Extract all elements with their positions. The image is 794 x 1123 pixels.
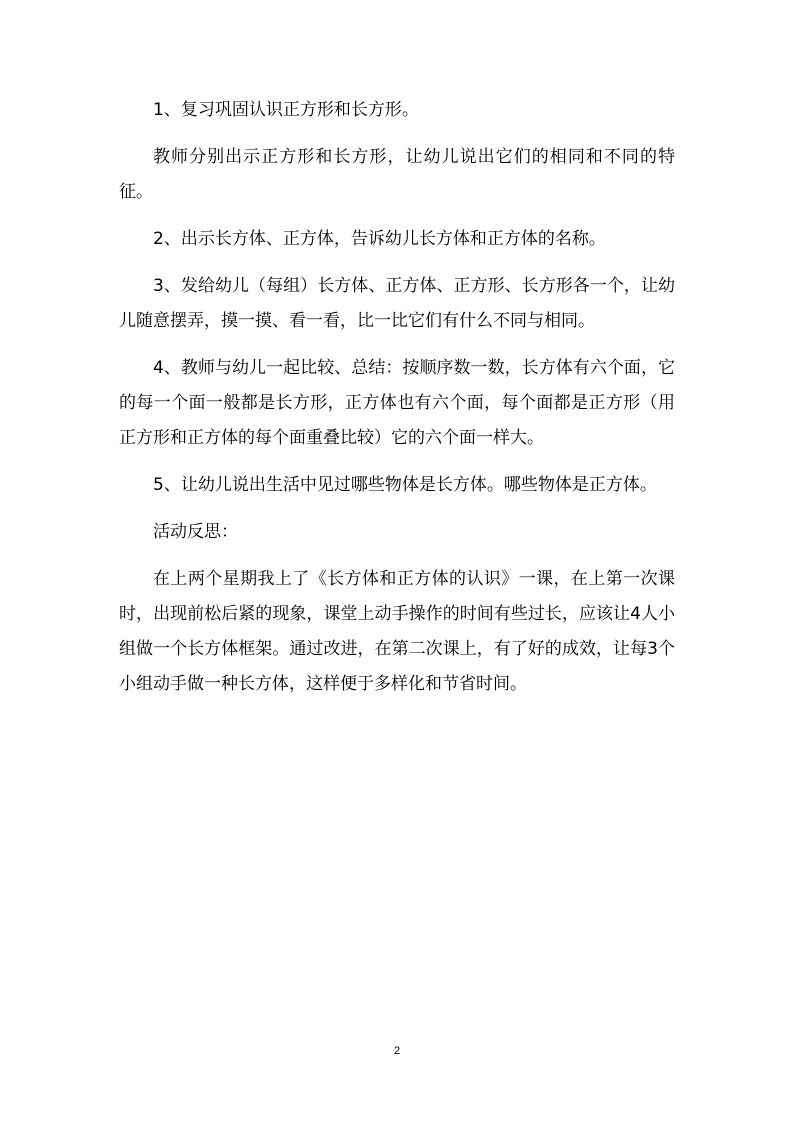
paragraph-step-4: 4、教师与幼儿一起比较、总结：按顺序数一数，长方体有六个面，它的每一个面一般都是长方形，正方体也有六个面，每个面都是正方形（用正方形和正方体的每个面重叠比较）它的六个面一样大。 <box>119 358 675 448</box>
paragraph-step-1-detail: 教师分别出示正方形和长方形，让幼儿说出它们的相同和不同的特征。 <box>119 147 675 202</box>
page-number: 2 <box>393 1045 401 1057</box>
paragraph-step-5: 5、让幼儿说出生活中见过哪些物体是长方体。哪些物体是正方体。 <box>153 475 657 495</box>
section-heading-reflection: 活动反思： <box>153 522 238 542</box>
paragraph-reflection: 在上两个星期我上了《长方体和正方体的认识》一课，在上第一次课时，出现前松后紧的现象，课堂上动手操作的时间有些过长，应该让4人小组做一个长方体框架。通过改进，在第二次课上，有了好的成效，让每3个小组动手做一种长方体，这样便于多样化和节省时间。 <box>119 569 675 694</box>
paragraph-step-3: 3、发给幼儿（每组）长方体、正方体、正方形、长方形各一个，让幼儿随意摆弄，摸一摸、看一看，比一比它们有什么不同与相同。 <box>119 276 675 331</box>
paragraph-step-2: 2、出示长方体、正方体，告诉幼儿长方体和正方体的名称。 <box>153 229 606 249</box>
paragraph-step-1: 1、复习巩固认识正方形和长方形。 <box>153 100 419 120</box>
document-body <box>119 93 675 702</box>
